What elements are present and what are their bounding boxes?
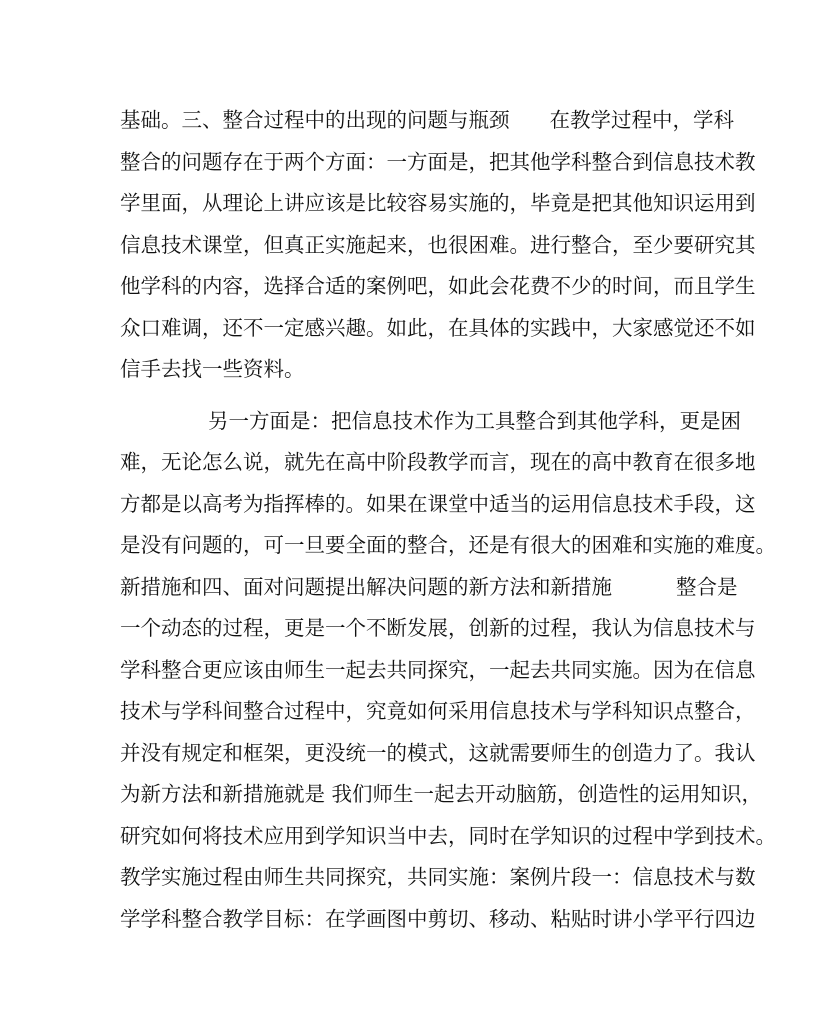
text-line: 信手去找一些资料。	[120, 357, 305, 381]
text-line-part: 整合是	[676, 574, 738, 599]
text-line: 为新方法和新措施就是 我们师生一起去开动脑筋，创造性的运用知识，	[120, 782, 763, 806]
text-line: 学学科整合教学目标：在学画图中剪切、移动、粘贴时讲小学平行四边	[120, 906, 756, 931]
text-line: 学里面，从理论上讲应该是比较容易实施的，毕竟是把其他知识运用到	[120, 191, 756, 215]
text-line: 一个动态的过程，更是一个不断发展，创新的过程，我认为信息技术与	[120, 616, 756, 640]
text-line-part: 在教学过程中，学科	[549, 108, 734, 132]
text-line: 方都是以高考为指挥棒的。如果在课堂中适当的运用信息技术手段，这	[120, 491, 756, 516]
text-line: 技术与学科间整合过程中，究竟如何采用信息技术与学科知识点整合，	[120, 699, 756, 723]
text-line: 教学实施过程由师生共同探究，共同实施：案例片段一：信息技术与数	[120, 865, 756, 889]
text-line	[120, 401, 741, 443]
text-line: 难，无论怎么说，就先在高中阶段教学而言，现在的高中教育在很多地	[120, 450, 756, 474]
text-line: 整合的问题存在于两个方面：一方面是，把其他学科整合到信息技术教	[120, 149, 756, 174]
text-line-part: 新措施和四、面对问题提出解决问题的新方法和新措施	[120, 574, 612, 599]
text-line-part: 另一方面是：把信息技术作为工具整合到其他学科，更是困	[208, 408, 741, 433]
text-line	[120, 567, 738, 609]
text-line-part: 基础。三、整合过程中的出现的问题与瓶颈	[120, 108, 510, 132]
text-line: 学科整合更应该由师生一起去共同探究，一起去共同实施。因为在信息	[120, 657, 756, 682]
text-line: 并没有规定和框架，更没统一的模式，这就需要师生的创造力了。我认	[120, 740, 756, 765]
text-line: 是没有问题的，可一旦要全面的整合，还是有很大的困难和实施的难度。	[120, 533, 776, 557]
text-line: 信息技术课堂，但真正实施起来，也很困难。进行整合，至少要研究其	[120, 232, 756, 257]
text-line: 他学科的内容，选择合适的案例吧，如此会花费不少的时间，而且学生	[120, 274, 756, 298]
text-line	[120, 100, 734, 142]
document-body	[120, 100, 776, 940]
text-line: 众口难调，还不一定感兴趣。如此，在具体的实践中，大家感觉还不如	[120, 315, 756, 340]
text-line: 研究如何将技术应用到学知识当中去，同时在学知识的过程中学到技术。	[120, 823, 776, 848]
